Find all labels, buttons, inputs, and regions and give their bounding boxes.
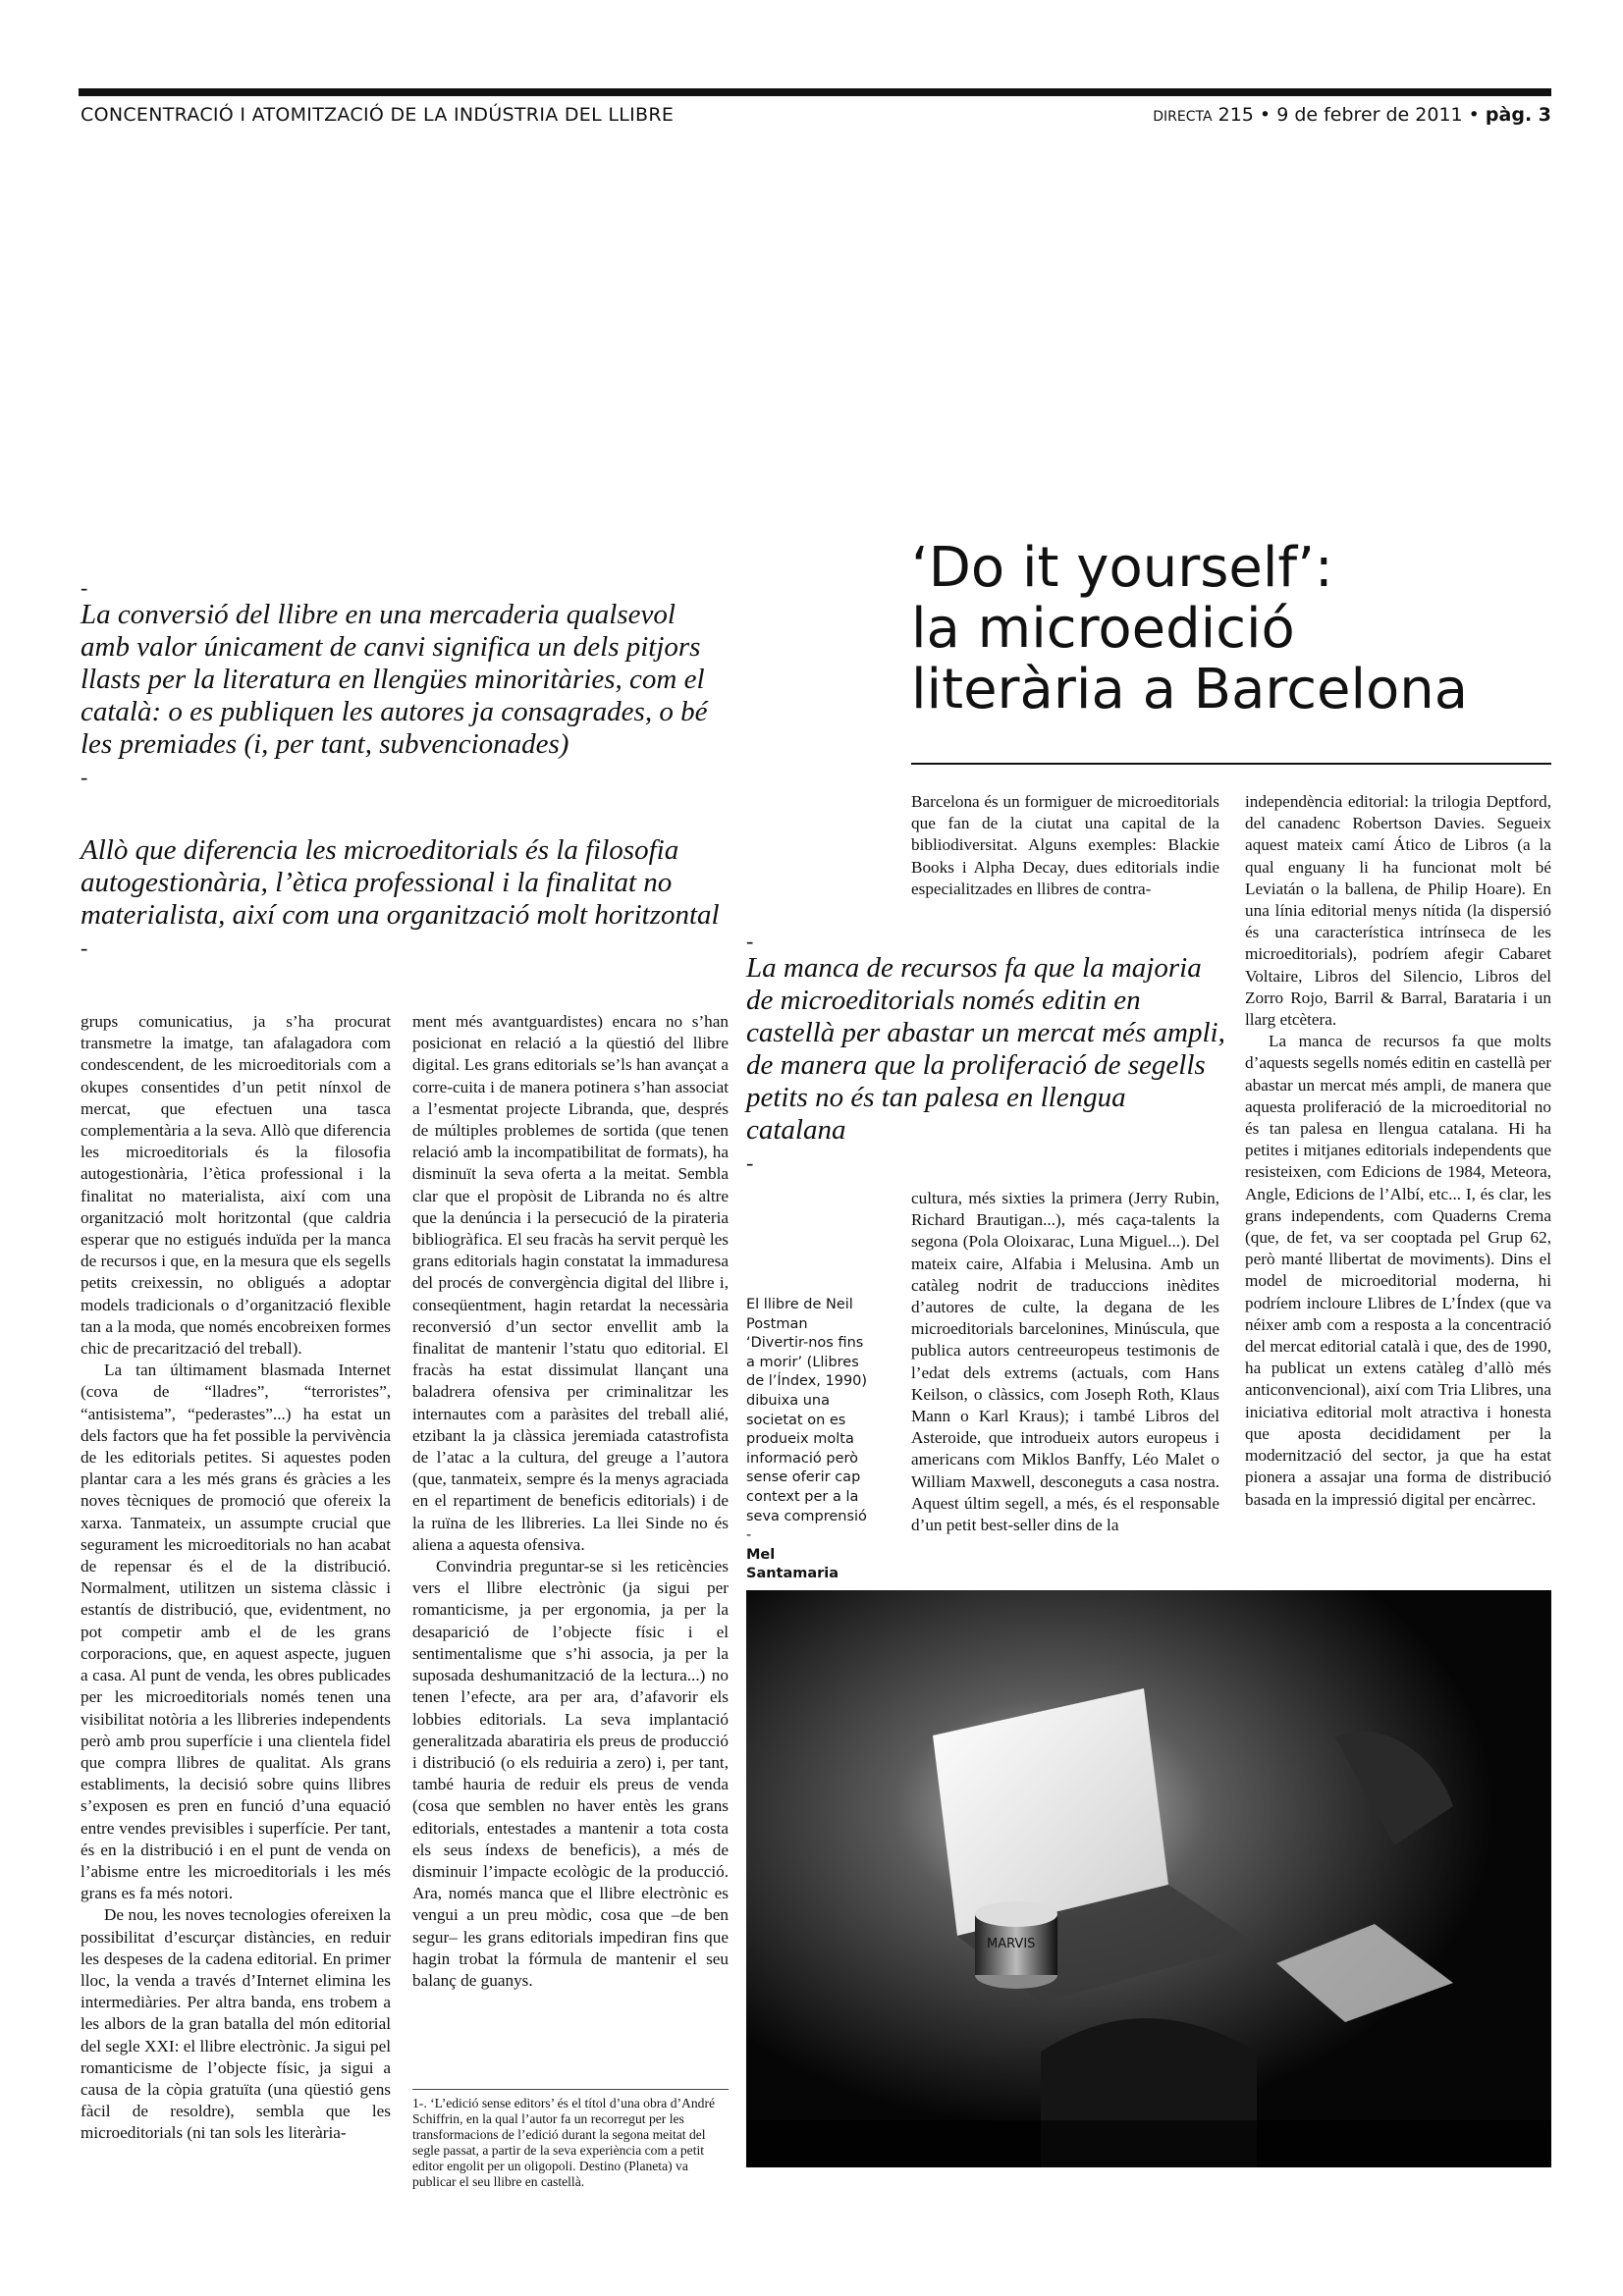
paragraph: Convindria preguntar-se si les reticències vers el llibre electrònic (ja sigui per romanticisme, ja per ergonomia, ja per la desaparició de l’objecte físic i el sentimentalisme que s’hi associa, ja per la suposada deshumanització de la lectura...) no tenen l’efecte, ara per ara, d’afavorir els lobbies editorials. La seva implantació generalitzada abaratiria els preus de producció i distribució (o els reduiria a zero) i, per tant, també hauria de reduir els preus de venda (cosa que semblen no haver entès les grans editorials, entestades a mantenir a tota costa els seus índexs de beneficis), a més de disminuir l’impacte ecològic de la producció. Ara, només manca que el llibre electrònic es vengui a un preu mòdic, cosa que –de ben segur– les grans editorials impediran fins que hagin trobat la fórmula de mantenir el seu balanç de guanys.	[412, 1557, 729, 1990]
quote-dash: -	[746, 1150, 754, 1175]
column-3-top	[911, 791, 1219, 900]
paragraph: De nou, les noves tecnologies ofereixen la possibilitat d’escurçar distàncies, en reduir les despeses de la cadena editorial. En primer lloc, la venda a través d’Internet elimina les intermediàries. Per altra banda, ens trobem a les albors de la gran batalla del món editorial del segle XXI: el llibre electrònic. Ja sigui pel romanticisme de l’objecte físic, ja sigui a causa de la còpia gratuïta (una qüestió gens fàcil de resoldre), sembla que les microeditorials (ni tan sols les literària-	[81, 1905, 391, 2143]
article-headline	[911, 538, 1559, 721]
footnote: 1-. ‘L’edició sense editors’ és el títol d’una obra d’André Schiffrin, en la qual l’autor fa un recorregut per les transformacions de l’edició durant la segona meitat del segle passat, a partir de la seva experiència com a petit editor engolit per un oligopoli. Destino (Planeta) va publicar el seu llibre en castellà.	[412, 2096, 716, 2189]
quote-dash: -	[81, 765, 88, 789]
issue-date: 9 de febrer de 2011	[1276, 104, 1463, 126]
headline-line: ‘Do it yourself’:	[911, 536, 1333, 600]
caption-text: El llibre de Neil Postman ‘Divertir-nos fins a morir’ (Llibres de l’Índex, 1990) dibuixa una societat on es produeix molta informació però sense oferir cap context per a la seva comprensió	[746, 1297, 868, 1524]
paragraph: La tan últimament blasmada Internet (cova de “lladres”, “terroristes”, “antisistema”, “pederastes”...) ha estat un dels factors que ha fet possible la pervivència de les editorials petites. Si aquestes poden plantar cara a les més grans és gràcies a les noves tècniques de promoció que ofereix la xarxa. Tanmateix, un assumpte crucial que segurament les microeditorials no han acabat de repensar és el de la distribució. Normalment, utilitzen un sistema clàssic i estantís de distribució, que, evidentment, no pot competir amb el de les grans corporacions, que, en aquest aspecte, juguen a casa. Al punt de venda, les obres publicades per les microeditorials només tenen una visibilitat notòria a les llibreries independents però amb prou superfície i una clientela fidel que compra llibres de qualitat. Als grans establiments, la decisió sobre quins llibres s’exposen es pren en funció d’una equació entre vendes previsibles i superfície. Per tant, és en la distribució i en el punt de venda on l’abisme entre les microeditorials i les més grans es fa més notori.	[81, 1361, 391, 1903]
quote-text: La conversió del llibre en una mercaderia qualsevol amb valor únicament de canvi significa un dels pitjors llasts per la literatura en llengües minoritàries, com el català: o es publiquen les autores ja consagrades, o bé les premiades (i, per tant, subvencionades)	[81, 599, 708, 760]
separator: •	[1462, 104, 1486, 126]
caption-dash: -	[746, 1527, 752, 1544]
paragraph: Barcelona és un formiguer de microeditorials que fan de la ciutat una capital de la bibliodiversitat. Alguns exemples: Blackie Books i Alpha Decay, dues editorials indie especialitzades en llibres de contra-	[911, 792, 1219, 898]
headline-rule	[911, 763, 1551, 765]
column-1	[81, 1011, 391, 2145]
issue-info	[1153, 104, 1551, 126]
section-title: CONCENTRACIÓ I ATOMITZACIÓ DE LA INDÚSTRIA DEL LLIBRE	[81, 104, 675, 126]
publication-name: DIRECTA	[1153, 109, 1213, 125]
quote-dash: -	[81, 935, 88, 960]
separator: •	[1253, 104, 1277, 126]
paragraph: La manca de recursos fa que molts d’aquests segells només editin en castellà per abastar un mercat més ampli, de manera que aquesta proliferació de la microeditorial no és tan palesa en llengua catalana. Hi ha petites i mitjanes editorials independents que resisteixen, com Edicions de 1984, Meteora, Angle, Edicions de l’Albí, etc... I, és clar, les grans independents, com Quaderns Crema (que, de fet, va ser cooptada pel Grup 62, però manté llibertat de moviments). Dins el model de microeditorial moderna, hi podríem incloure Llibres de L’Índex (que va néixer amb com a resposta a la concentració del mercat editorial català i que, des de 1990, ha publicat un extens catàleg d’allò més anticonvencional), així com Tria Llibres, una iniciativa editorial molt atractiva i honesta que aposta decididament per la modernització del sector, ja que ha estat pionera a assajar una forma de distribució basada en la impressió digital per encàrrec.	[1245, 1032, 1551, 1509]
quote-dash: -	[746, 929, 754, 953]
pullquote-2	[81, 834, 729, 959]
page-number: pàg. 3	[1485, 104, 1551, 126]
paragraph: grups comunicatius, ja s’ha procurat transmetre la imatge, tan afalagadora com condescendent, de les microeditorials com a okupes consentides d’un petit nínxol de mercat, que efectuen una tasca complementària a la seva. Allò que diferencia les microeditorials és la filosofia autogestionària, l’ètica professional i la finalitat no materialista, així com una organització molt horitzontal (que caldria esperar que no estigués induïda per la manca de recursos i que, en la mesura que els segells petits creixessin, no obligués a adoptar models tradicionals o d’organització flexible tan a la moda, que només encobreixen formes chic de precarització del treball).	[81, 1012, 391, 1359]
photo-credit: Mel Santamaria	[746, 1546, 839, 1582]
quote-text: La manca de recursos fa que la majoria de microeditorials només editin en castellà per abastar un mercat més ampli, de manera que la proliferació de segells petits no és tan palesa en llengua catalana	[746, 952, 1225, 1146]
quote-text: Allò que diferencia les microeditorials és la filosofia autogestionària, l’ètica professional i la finalitat no materialista, així com una organització molt horitzontal	[81, 834, 720, 931]
headline-line: la microedició	[911, 597, 1295, 661]
headline-line: literària a Barcelona	[911, 658, 1469, 721]
photo-caption	[746, 1296, 872, 1584]
tin-label: MARVIS	[987, 1937, 1036, 1951]
paragraph: cultura, més sixties la primera (Jerry Rubin, Richard Brautigan...), més caça-talents la segona (Pola Oloixarac, Luna Miguel...). Del mateix caire, Alfabia i Melusina. Amb un catàleg nodrit de traduccions inèdites d’autores de culte, la degana de les microeditorials barcelonines, Minúscula, que publica autors centreeuropeus testimonis de l’edat dels extrems (actuals, com Hans Keilson, o clàssics, com Joseph Roth, Klaus Mann o Karl Kraus); i també Libros del Asteroide, que introdueix autors europeus i americans com Miklos Banffy, Léo Malet o William Maxwell, desconeguts a casa nostra. Aquest últim segell, a més, és el responsable d’un petit best-seller dins de la	[911, 1189, 1219, 1535]
header-rule	[79, 88, 1551, 96]
quote-dash: -	[81, 575, 88, 600]
pullquote-3	[746, 931, 1229, 1174]
paragraph: ment més avantguardistes) encara no s’han posicionat en relació a la qüestió del llibre digital. Les grans editorials se’ls han avançat a corre-cuita i de manera potinera s’han associat a l’esmentat projecte Libranda, que, després de múltiples problemes de sortida (que tenen relació amb la incompatibilitat de formats), ha disminuït la seva oferta a la meitat. Sembla clar que el propòsit de Libranda no és altre que la denúncia i la persecució de la pirateria bibliogràfica. El seu fracàs ha servit perquè les grans editorials hagin constatat la immaduresa del procés de convergència digital del llibre i, conseqüentment, hagin retardat la necessària reconversió d’un sector envellit amb la finalitat de mantenir l’statu quo editorial. El fracàs ha estat dissimulat llançant una baladrera ofensiva per criminalitzar les internautes com a paràsites del treball alié, etzibant la ja clàssica jeremiada catastrofista de l’atac a la cultura, del greuge a l’autora (que, tanmateix, sempre és la menys agraciada en el repartiment de beneficis editorials) i de la ruïna de les llibreries. La llei Sinde no és aliena a aquesta ofensiva.	[412, 1012, 729, 1554]
article-photo	[746, 1590, 1551, 2167]
column-2	[412, 1011, 729, 1992]
column-3-bottom	[911, 1188, 1219, 1536]
paragraph: independència editorial: la trilogia Deptford, del canadenc Robertson Davies. Segueix aquest mateix camí Ático de Libros (a la qual enguany li ha funcionat molt bé Leviatán o la ballena, de Philip Hoare). En una línia editorial menys nítida (la dispersió és una característica intrínseca de les microeditorials), podríem afegir Cabaret Voltaire, Libros del Silencio, Libros del Zorro Rojo, Barril & Barral, Barataria i un llarg etcètera.	[1245, 792, 1551, 1030]
pullquote-1	[81, 577, 729, 788]
column-4	[1245, 791, 1551, 1511]
issue-number: 215	[1217, 104, 1254, 126]
footnote-rule	[412, 2089, 729, 2090]
